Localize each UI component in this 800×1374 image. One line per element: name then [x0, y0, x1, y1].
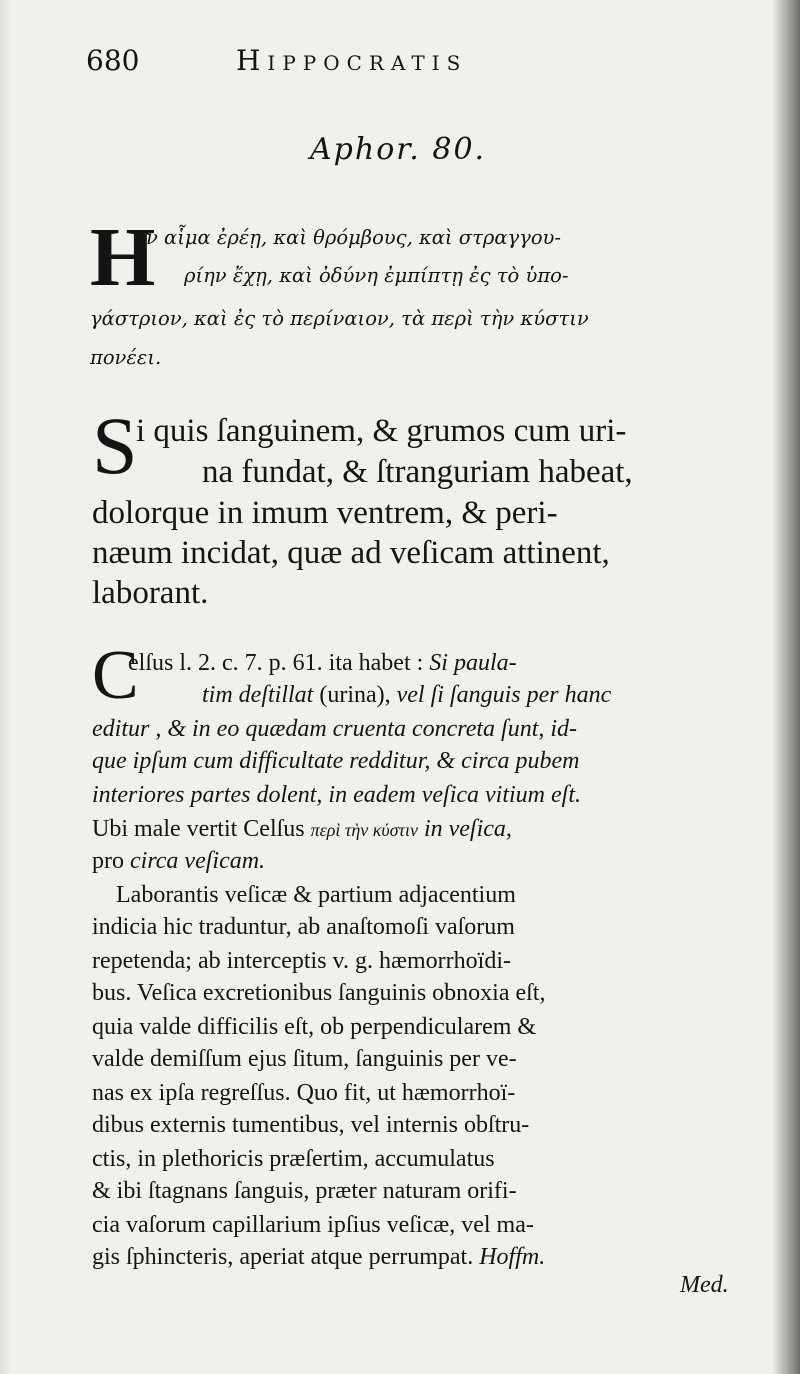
commentary-drop-cap: C — [92, 637, 139, 714]
paragraph-line: dibus externis tumentibus, vel internis obſtru- — [92, 1112, 530, 1138]
latin-line: laborant. — [92, 575, 209, 611]
commentary-line: editur , & in eo quædam cruenta concreta ſunt, id- — [92, 716, 578, 742]
paragraph-line: bus. Veſica excretionibus ſanguinis obnoxia eſt, — [92, 980, 546, 1006]
greek-line: ν αἷμα ἐρέῃ, καὶ θρόμβους, καὶ στραγγου- — [146, 226, 562, 249]
latin-line: næum incidat, quæ ad veſicam attinent, — [92, 535, 610, 571]
latin-line: dolorque in imum ventrem, & peri- — [92, 495, 558, 531]
paragraph-line: ctis, in plethoricis præſertim, accumulatus — [92, 1146, 495, 1172]
latin-line: i quis ſanguinem, & grumos cum uri- — [136, 413, 627, 449]
catchword: Med. — [680, 1272, 729, 1298]
paragraph-line: nas ex ipſa regreſſus. Quo fit, ut hæmorrhoï- — [92, 1080, 516, 1106]
page-gutter-shadow — [0, 0, 12, 1374]
commentary-line: elſus l. 2. c. 7. p. 61. ita habet : Si paula- — [128, 650, 517, 676]
page-number: 680 — [86, 44, 140, 77]
commentary-line: que ipſum cum difficultate redditur, & circa pubem — [92, 748, 580, 774]
commentary-line: pro circa veſicam. — [92, 848, 266, 874]
greek-drop-cap: H — [90, 211, 156, 304]
commentary-line: Ubi male vertit Celſus περὶ τὴν κύστιν in veſica, — [92, 816, 512, 842]
greek-line: γάστριον, καὶ ἐς τὸ περίναιον, τὰ περὶ τὴν κύστιν — [90, 307, 589, 330]
greek-line: πονέει. — [90, 346, 162, 369]
paragraph-line: indicia hic traduntur, ab anaſtomoſi vaſorum — [92, 914, 515, 940]
paragraph-line: quia valde difficilis eſt, ob perpendicularem & — [92, 1014, 537, 1040]
paragraph-line: valde demiſſum ejus ſitum, ſanguinis per ve- — [92, 1046, 517, 1072]
aphorism-heading: Aphor. 80. — [310, 132, 487, 167]
running-head — [86, 36, 606, 86]
paragraph-line: cia vaſorum capillarium ipſius veſicæ, vel ma- — [92, 1212, 534, 1238]
latin-line: na fundat, & ſtranguriam habeat, — [202, 454, 633, 490]
paragraph-line: & ibi ſtagnans ſanguis, præter naturam orifi- — [92, 1178, 517, 1204]
greek-line: ρίην ἔχῃ, καὶ ὀδύνη ἐμπίπτῃ ἐς τὸ ὑπο- — [184, 264, 569, 287]
commentary-line: interiores partes dolent, in eadem veſica vitium eſt. — [92, 782, 581, 808]
paragraph-line: repetenda; ab interceptis v. g. hæmorrhoïdi- — [92, 948, 511, 974]
paragraph-line: Laborantis veſicæ & partium adjacentium — [116, 882, 516, 908]
page-edge-shadow — [772, 0, 800, 1374]
running-title: Hippocratis — [236, 44, 468, 77]
commentary-line: tim deſtillat (urina), vel ſi ſanguis per hanc — [202, 682, 612, 708]
paragraph-line: gis ſphincteris, aperiat atque perrumpat. Hoffm. — [92, 1244, 546, 1270]
latin-drop-cap: S — [92, 400, 138, 491]
